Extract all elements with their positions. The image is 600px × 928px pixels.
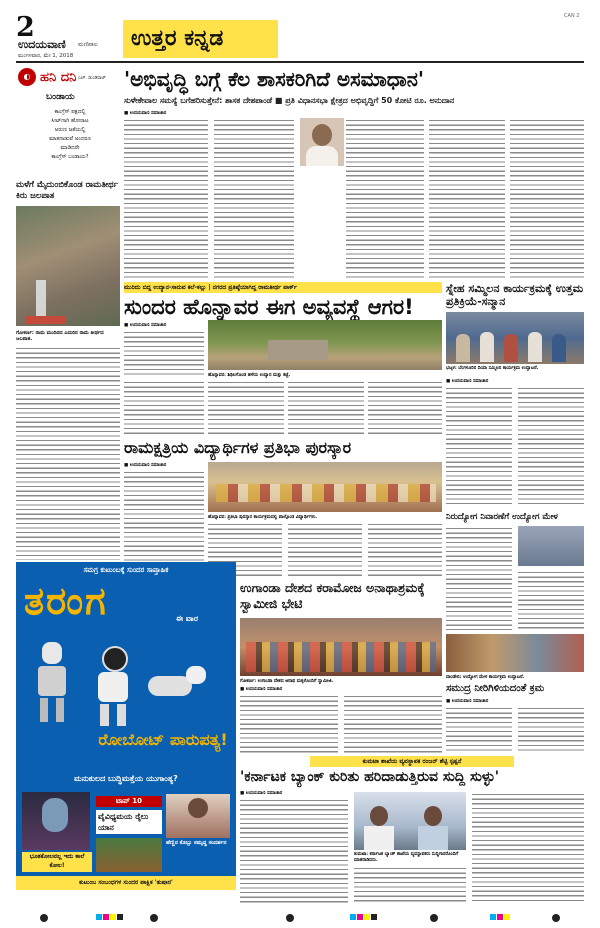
- samudra-text-col-2: [518, 706, 584, 752]
- samudra-story: [446, 682, 584, 752]
- nirudyoga-headline: ನಿರುದ್ಯೋಗ ನಿವಾರಣೆಗೆ ಉದ್ಯೋಗ ಮೇಳ: [446, 512, 558, 522]
- lead-text-col-4: [429, 118, 505, 280]
- uganda-story: [240, 580, 442, 754]
- poem-line: ಸೀಟ್‌ಗಾಗಿ ಹೋರಾಟ: [51, 118, 89, 124]
- sneha-photo: [446, 312, 584, 364]
- lead-byline: ■ ಉದಯವಾಣಿ ಸಮಾಚಾರ: [124, 111, 167, 116]
- ramakshatriya-story: [124, 438, 442, 578]
- chef-image: [166, 794, 230, 838]
- ad-top-label: ಟಾಪ್ 10: [96, 796, 162, 807]
- honnavar-headline: ಸುಂದರ ಹೊನ್ನಾವರ ಈಗ ಅವ್ಯವಸ್ಥೆ ಆಗರ!: [124, 295, 414, 319]
- samudra-headline: ಸಮುದ್ರ ನೀರಿಗಿಳಿಯದಂತೆ ಕ್ರಮ: [446, 683, 545, 694]
- nirudyoga-text-col-1: [446, 526, 512, 630]
- ramakshatriya-text-col-3: [288, 522, 362, 578]
- karnataka-bank-story: [240, 756, 584, 904]
- honnavar-text-col-2: [124, 380, 204, 436]
- story-body-text: [16, 346, 120, 560]
- uganda-byline: ■ ಉದಯವಾಣಿ ಸಮಾಚಾರ: [240, 687, 283, 692]
- robot-figure: [30, 642, 74, 722]
- lead-text-col-5: [510, 118, 584, 280]
- poem-line: ಕಾಂಗ್ರೆಸ್ ಬಂಡಾಯ?: [51, 154, 89, 160]
- ad-chef-text: ಹೆಣ್ಣಿನ ಕೊಬ್ಬು ಸಮೃದ್ಧ ಸಂದರ್ಶನ: [166, 840, 227, 846]
- honnavar-text-col-5: [368, 380, 442, 436]
- ad-cover-subtitle: ಮನುಕುಲದ ಬುದ್ಧಿಮತ್ತೆಯ ಯುಗಾಂತ್ಯ?: [74, 774, 178, 783]
- park-photo: [208, 320, 442, 370]
- masthead-rule: [16, 61, 584, 63]
- bank-kicker: ಕುಮಟಾ ಶಾಖೆಯ ವ್ಯವಸ್ಥಾಪಕ ರಂಜನ್ ಶೆಟ್ಟಿ ಸ್ಪಷ್ಟನೆ: [310, 756, 514, 767]
- ad-footer: ಕುಟುಂಬ ಸಂಬಂಧಗಳ ಸುಂದರ ಪಾಕ್ಷಿಕ 'ತುಷಾರ': [16, 876, 236, 890]
- bank-caption: ಕುಮಟಾ: ಕರ್ನಾಟಕ ಬ್ಯಾಂಕ್ ಶಾಖೆಯ ವ್ಯವಸ್ಥಾಪಕರು ಸುದ್ದಿಗಾರರೊಂದಿಗೆ ಮಾತನಾಡಿದರು.: [354, 852, 459, 863]
- poem-body: [22, 108, 118, 162]
- sneha-text-col-2: [518, 386, 584, 506]
- ramakshatriya-byline: ■ ಉದಯವಾಣಿ ಸಮಾಚಾರ: [124, 463, 167, 468]
- poem-line: ಮಾಡಿದರೇ: [60, 145, 80, 151]
- nirudyoga-text-col-2: [518, 570, 584, 630]
- ad-cover-title: ರೋಬೋಟ್ ಪಾರುಪತ್ಯ!: [98, 730, 228, 749]
- section-title: ಉತ್ತರ ಕನ್ನಡ: [131, 26, 224, 51]
- ramakshatriya-text-col-4: [368, 522, 442, 578]
- sneha-caption: ಭಟ್ಕಳ: ಬೆಂಗಳೂರಿನ ದಿಯಾ ಸಮ್ಮಿಲನ ಕಾರ್ಯಕ್ರಮ ಉದ್ಘಾಟನೆ.: [446, 366, 539, 371]
- honnavar-text-col-1: [124, 330, 204, 376]
- honnavar-byline: ■ ಉದಯವಾಣಿ ಸಮಾಚಾರ: [124, 323, 167, 328]
- samudra-byline: ■ ಉದಯವಾಣಿ ಸಮಾಚಾರ: [446, 699, 489, 704]
- uganda-photo: [240, 618, 442, 676]
- lead-subheadline: ಸುಳೇಕೇವಾಲ ಸಮಸ್ಯೆ ಬಗೆಹರಿಸುತ್ತೇನೆ: ಶಾಸಕ ದೇಶಪಾಂಡೆ ■ ಪ್ರತಿ ವಿಧಾನಸಭಾ ಕ್ಷೇತ್ರದ ಅಭಿವೃದ್ಧಿಗೆ 50 ಕೋಟಿ ರೂ. ಅನುದಾನ: [124, 96, 455, 105]
- poem-line: ಮಾತನಾಡುವೆ ಅಂದರೂ: [49, 136, 91, 142]
- photo-caption: ಗೋಕರ್ಣ: ರಾಮ ಮಂದಿರದ ಎದುರಿನ ರಾಮ ತೀರ್ಥದ ಜಲಪಾತ.: [16, 330, 104, 342]
- column-title: ಹನಿ ದನಿ: [40, 70, 77, 85]
- ghost-image: [22, 792, 90, 850]
- uganda-headline: ಉಗಾಂಡಾ ದೇಶದ ಕರಾಮೋಜ ಅನಾಥಾಶ್ರಮಕ್ಕೆ ಸ್ವಾಮೀಜಿ ಭೇಟಿ: [240, 580, 425, 611]
- ad-brand: ತರಂಗ: [24, 579, 108, 623]
- lead-story: [124, 66, 584, 280]
- sneha-byline: ■ ಉದಯವಾಣಿ ಸಮಾಚಾರ: [446, 379, 489, 384]
- ad-top-text: ವೈವಿಧ್ಯಮಯ ರೈಲು ಯಾನ: [96, 810, 162, 834]
- ramakshatriya-headline: ರಾಮಕ್ಷತ್ರಿಯ ವಿದ್ಯಾರ್ಥಿಗಳ ಪ್ರತಿಭಾ ಪುರಸ್ಕಾರ: [124, 438, 352, 457]
- students-photo: [208, 462, 442, 512]
- mla-portrait: [300, 118, 344, 166]
- uganda-text-col-1: [240, 694, 338, 754]
- uganda-text-col-2: [344, 694, 442, 754]
- park-photo-caption: ಹೊನ್ನಾವರ: ಶಿಥಿಲಗೊಂಡ ಹಳೆಯ ಉದ್ಯಾನ ಮತ್ತು ಕಟ್ಟೆ.: [208, 373, 291, 378]
- honnavar-kicker: ಮುರಿದು ಬಿದ್ದ ಉದ್ಯಾನ-ಸಾರುವ ಕಲೆ-ಕಲ್ಲು | ನಗರದ ಪ್ರತಿಷ್ಠೆಯಾಗಿದ್ದ ರಾಮತೀರ್ಥ ಪಾರ್ಕ್: [124, 282, 442, 293]
- bank-byline: ■ ಉದಯವಾಣಿ ಸಮಾಚಾರ: [240, 791, 283, 796]
- hani-dani-column: [16, 66, 120, 174]
- paper-name: ಉದಯವಾಣಿ: [18, 38, 66, 51]
- uganda-caption: ಗೋಕರ್ಣ: ಉಗಾಂಡಾ ದೇಶದ ಅನಾಥ ಮಕ್ಕಳೊಂದಿಗೆ ಸ್ವಾಮೀಜಿ.: [240, 679, 334, 684]
- ad-day: ಈ ವಾರ: [176, 614, 198, 623]
- taranga-ad: [16, 562, 236, 890]
- issue-date: ಮಂಗಳವಾರ, ಮೇ 1, 2018: [18, 53, 74, 59]
- bank-text-col-1: [240, 798, 348, 904]
- samudra-text-col-1: [446, 706, 512, 752]
- ad-ghost-text: ಭೂತಕೋಲವಲ್ಲ ಇದು ಕಾಲೆ ಕೋಲ!: [22, 852, 92, 872]
- waterfall-photo: [16, 206, 120, 326]
- masthead: [0, 0, 600, 62]
- nirudyoga-photo: [446, 634, 584, 672]
- ad-tagline: ಸಮಗ್ರ ಕುಟುಂಬಕ್ಕೆ ಸುಂದರ ಸಾಪ್ತಾಹಿಕ: [83, 566, 169, 574]
- waterfall-story: [16, 180, 120, 560]
- sneha-headline: ಸ್ನೇಹ ಸಮ್ಮಿಲನ ಕಾರ್ಯಕ್ರಮಕ್ಕೆ ಉತ್ತಮ ಪ್ರತಿಕ್ರಿಯೆ-ಸನ್ಮಾನ: [446, 282, 584, 308]
- bank-text-col-2: [354, 866, 466, 904]
- lead-text-col-3: [346, 118, 424, 280]
- bank-headline: 'ಕರ್ನಾಟಕ ಬ್ಯಾಂಕ್ ಕುರಿತು ಹರಿದಾಡುತ್ತಿರುವ ಸುದ್ದಿ ಸುಳ್ಳು': [240, 769, 500, 785]
- column-logo: ◐: [18, 68, 36, 86]
- train-image: [96, 838, 162, 872]
- nirudyoga-caption: ದಾಂಡೇಲಿ: ಉದ್ಯೋಗ ಮೇಳ ಕಾರ್ಯಕ್ರಮ ಉದ್ಘಾಟನೆ.: [446, 675, 525, 680]
- registration-marks: [0, 910, 600, 924]
- lead-headline: 'ಅಭಿವೃದ್ಧಿ ಬಗ್ಗೆ ಕೆಲ ಶಾಸಕರಿಗಿದೆ ಅಸಮಾಧಾನ': [124, 67, 424, 91]
- robot-figure-2: [90, 646, 136, 726]
- lead-text-col-1: [124, 118, 208, 280]
- edition-name: ಮಣಿಪಾಲ: [78, 41, 98, 48]
- page-number: 2: [16, 12, 35, 43]
- robot-dog: [148, 666, 208, 706]
- poem-title: ಬಂಡಾಯ: [46, 92, 75, 102]
- bank-photo: [354, 792, 466, 850]
- nirudyoga-photo-small: [518, 526, 584, 566]
- honnavar-text-col-3: [208, 380, 284, 436]
- honnavar-text-col-4: [288, 380, 364, 436]
- students-photo-caption: ಹೊನ್ನಾವರ: ಪ್ರತಿಭಾ ಪುರಸ್ಕಾರ ಕಾರ್ಯಕ್ರಮದಲ್ಲಿ ಪಾಲ್ಗೊಂಡ ವಿದ್ಯಾರ್ಥಿಗಳು.: [208, 515, 318, 520]
- can-label: CAN 2: [564, 13, 580, 19]
- bank-text-col-3: [472, 792, 584, 904]
- lead-text-col-2: [214, 118, 294, 280]
- story-headline: ಮಳೆಗೆ ಮೈದುಂಬಿಕೊಂಡ ರಾಮತೀರ್ಥ ಕಿರು ಜಲಪಾತ: [16, 180, 119, 201]
- poem-line: ಕಾಂಗ್ರೆಸ್ ಪಕ್ಷದಲ್ಲಿ: [54, 109, 86, 115]
- column-author: ಎಚ್. ಡುಂಡಿರಾಜ್: [78, 76, 106, 81]
- poem-line: ಅರುಣ ಜತೆಯಲ್ಲಿ: [54, 127, 86, 133]
- sneha-text-col-1: [446, 386, 512, 506]
